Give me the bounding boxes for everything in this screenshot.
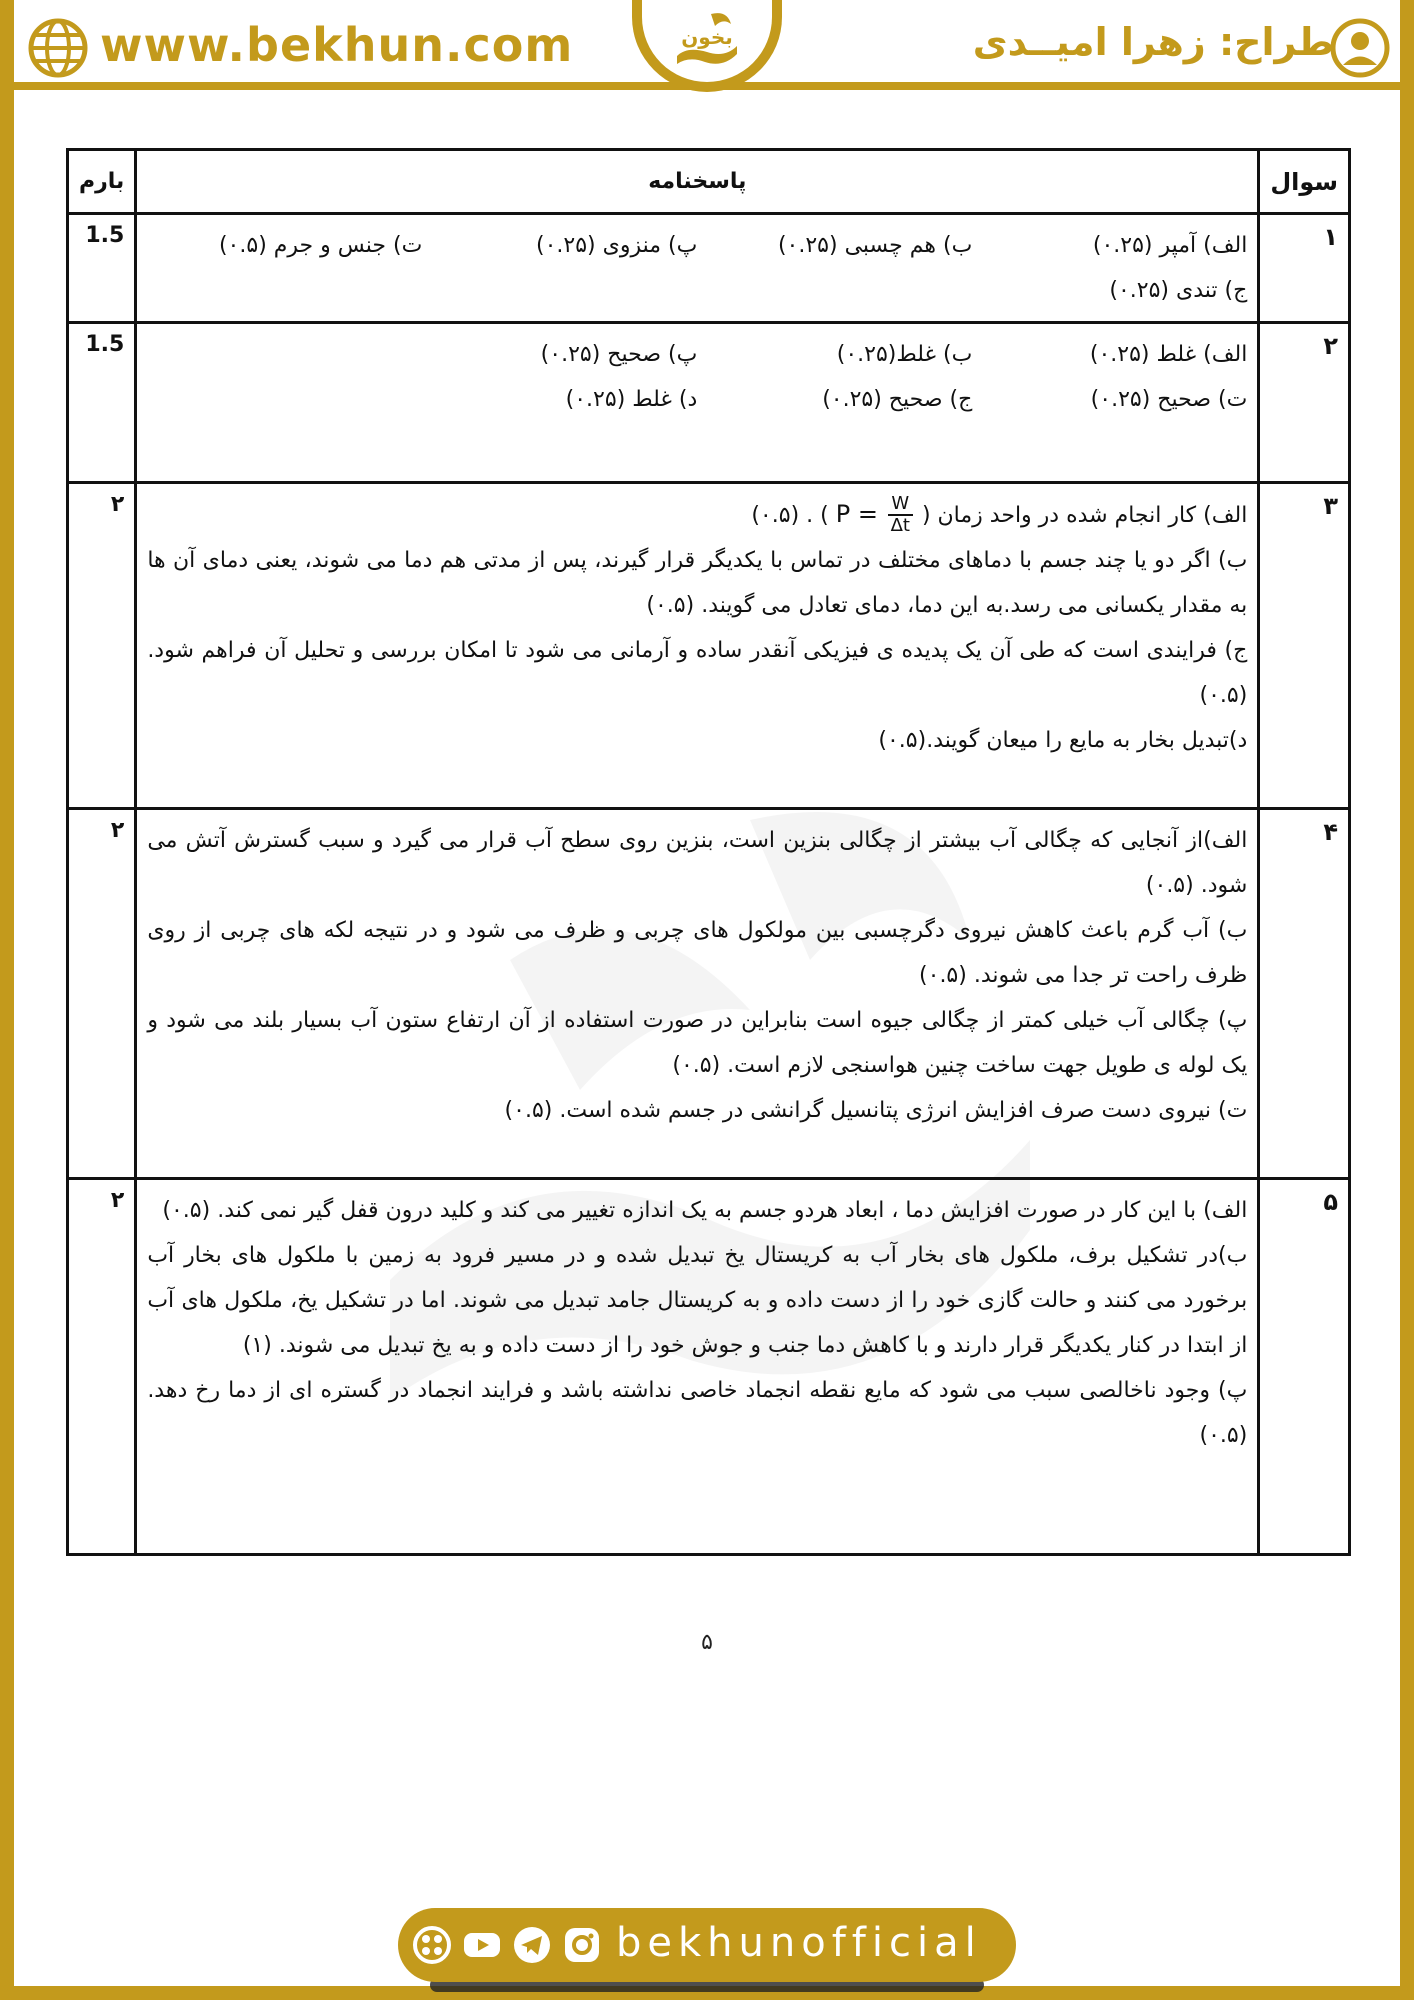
answer-line: د)تبدیل بخار به مایع را میعان گویند.(۰.۵) bbox=[878, 728, 1248, 753]
aparat-icon[interactable] bbox=[412, 1925, 452, 1965]
answer-cell bbox=[136, 323, 1259, 483]
answer-options-line bbox=[147, 332, 1247, 377]
answer-cell bbox=[136, 483, 1259, 809]
question-number: ۴ bbox=[1259, 809, 1350, 1179]
answer-option: الف) آمپر (۰.۲۵) bbox=[1092, 233, 1248, 258]
header-score: بارم bbox=[68, 150, 136, 214]
score-value: 1.5 bbox=[68, 323, 136, 483]
table-row bbox=[68, 214, 1350, 323]
answer-suffix: ) . (۰.۵) bbox=[751, 503, 829, 528]
table-header-row bbox=[68, 150, 1350, 214]
globe-icon[interactable] bbox=[28, 18, 88, 78]
answer-option: پ) صحیح (۰.۲۵) bbox=[540, 342, 698, 367]
question-number: ۵ bbox=[1259, 1179, 1350, 1555]
answer-option: ت) جنس و جرم (۰.۵) bbox=[218, 233, 423, 258]
header-question: سوال bbox=[1259, 150, 1350, 214]
power-formula bbox=[836, 492, 915, 537]
question-number: ۱ bbox=[1259, 214, 1350, 323]
instagram-icon[interactable] bbox=[562, 1925, 602, 1965]
answer-option: ج) صحیح (۰.۲۵) bbox=[822, 387, 973, 412]
answer-options-line bbox=[147, 377, 1247, 422]
answer-option: ب) هم چسبی (۰.۲۵) bbox=[777, 233, 973, 258]
telegram-icon[interactable] bbox=[512, 1925, 552, 1965]
answer-line: ب)در تشکیل برف، ملکول های بخار آب به کریستال یخ تبدیل شده و در مسیر فرود به زمین با ملکول های بخار آب برخورد می کنند و حالت گازی خود را از دست داده و به کریستال جامد تبدیل می شوند. اما در تشکیل یخ، ملکول های آب از ابتدا در کنار یکدیگر قرار دارند و با کاهش دما جنب و جوش خود را از دست داده و به یخ تبدیل می شوند. (۱) bbox=[147, 1243, 1248, 1358]
logo-text: بخون bbox=[681, 25, 733, 49]
answer-line: ج) فرایندی است که طی آن یک پدیده ی فیزیکی آنقدر ساده و آرمانی می شود تا امکان بررسی و تحلیل آن فراهم شود.(۰.۵) bbox=[147, 638, 1248, 708]
score-value: ۲ bbox=[68, 1179, 136, 1555]
score-value: ۲ bbox=[68, 809, 136, 1179]
answer-option: ج) تندی (۰.۲۵) bbox=[1109, 278, 1248, 303]
formula-fraction bbox=[888, 494, 913, 536]
answer-line: پ) وجود ناخالصی سبب می شود که مایع نقطه انجماد خاصی نداشته باشد و فرایند انجماد در گستره ای از دما رخ دهد. (۰.۵) bbox=[147, 1378, 1248, 1448]
formula-denominator: Δt bbox=[890, 515, 910, 536]
table-row bbox=[68, 809, 1350, 1179]
answer-cell bbox=[136, 214, 1259, 323]
answer-line: ب) اگر دو یا چند جسم با دماهای مختلف در تماس با یکدیگر قرار گیرند، پس از مدتی هم دما می شوند، یعنی دمای آن ها به مقدار یکسانی می رسد.به این دما، دمای تعادل می گویند. (۰.۵) bbox=[147, 548, 1248, 618]
user-icon bbox=[1330, 18, 1390, 78]
designer-label: طراح: زهرا امیــدی bbox=[972, 20, 1334, 64]
table-row bbox=[68, 483, 1350, 809]
table-row bbox=[68, 323, 1350, 483]
header-answer: پاسخنامه bbox=[136, 150, 1259, 214]
score-value: 1.5 bbox=[68, 214, 136, 323]
answer-table bbox=[66, 148, 1351, 1556]
answer-option: د) غلط (۰.۲۵) bbox=[565, 387, 698, 412]
formula-numerator: W bbox=[888, 494, 913, 516]
answer-options-line bbox=[147, 223, 1247, 268]
page-number: ۵ bbox=[701, 1630, 713, 1655]
answer-line-formula bbox=[147, 492, 1247, 538]
answer-options-line bbox=[147, 268, 1247, 313]
answer-line: الف) با این کار در صورت افزایش دما ، ابعاد هردو جسم به یک اندازه تغییر می کند و کلید درون قفل گیر نمی کند. (۰.۵) bbox=[162, 1198, 1248, 1223]
answer-option: الف) غلط (۰.۲۵) bbox=[1089, 342, 1248, 367]
answer-cell bbox=[136, 1179, 1259, 1555]
answer-line: ت) نیروی دست صرف افزایش انرژی پتانسیل گرانشی در جسم شده است. (۰.۵) bbox=[504, 1098, 1248, 1123]
bekhun-logo-icon[interactable] bbox=[667, 6, 747, 76]
answer-option: ت) صحیح (۰.۲۵) bbox=[1090, 387, 1248, 412]
logo-tab-inner bbox=[642, 0, 772, 82]
answer-option: ب) غلط(۰.۲۵) bbox=[836, 342, 973, 367]
youtube-icon[interactable] bbox=[462, 1925, 502, 1965]
answer-cell bbox=[136, 809, 1259, 1179]
table-row bbox=[68, 1179, 1350, 1555]
answer-line: الف)از آنجایی که چگالی آب بیشتر از چگالی بنزین است، بنزین روی سطح آب قرار می گیرد و سبب گسترش آتش می شود. (۰.۵) bbox=[147, 828, 1248, 898]
site-url-link[interactable]: www.bekhun.com bbox=[100, 18, 574, 72]
social-handle[interactable]: bekhunofficial bbox=[616, 1920, 982, 1966]
footer-bar bbox=[398, 1908, 1016, 1982]
answer-option: پ) منزوی (۰.۲۵) bbox=[535, 233, 698, 258]
answer-line: ب) آب گرم باعث کاهش نیروی دگرچسبی بین مولکول های چربی و ظرف می شود و در نتیجه لکه های چربی از روی ظرف راحت تر جدا می شوند. (۰.۵) bbox=[147, 918, 1248, 988]
formula-lhs: P = bbox=[835, 500, 878, 528]
question-number: ۲ bbox=[1259, 323, 1350, 483]
answer-prefix: الف) کار انجام شده در واحد زمان ( bbox=[921, 503, 1248, 528]
answer-line: پ) چگالی آب خیلی کمتر از چگالی جیوه است بنابراین در صورت استفاده از آن ارتفاع ستون آب بسیار بلند می شود و یک لوله ی طویل جهت ساخت چنین هواسنجی لازم است. (۰.۵) bbox=[147, 1008, 1248, 1078]
score-value: ۲ bbox=[68, 483, 136, 809]
question-number: ۳ bbox=[1259, 483, 1350, 809]
